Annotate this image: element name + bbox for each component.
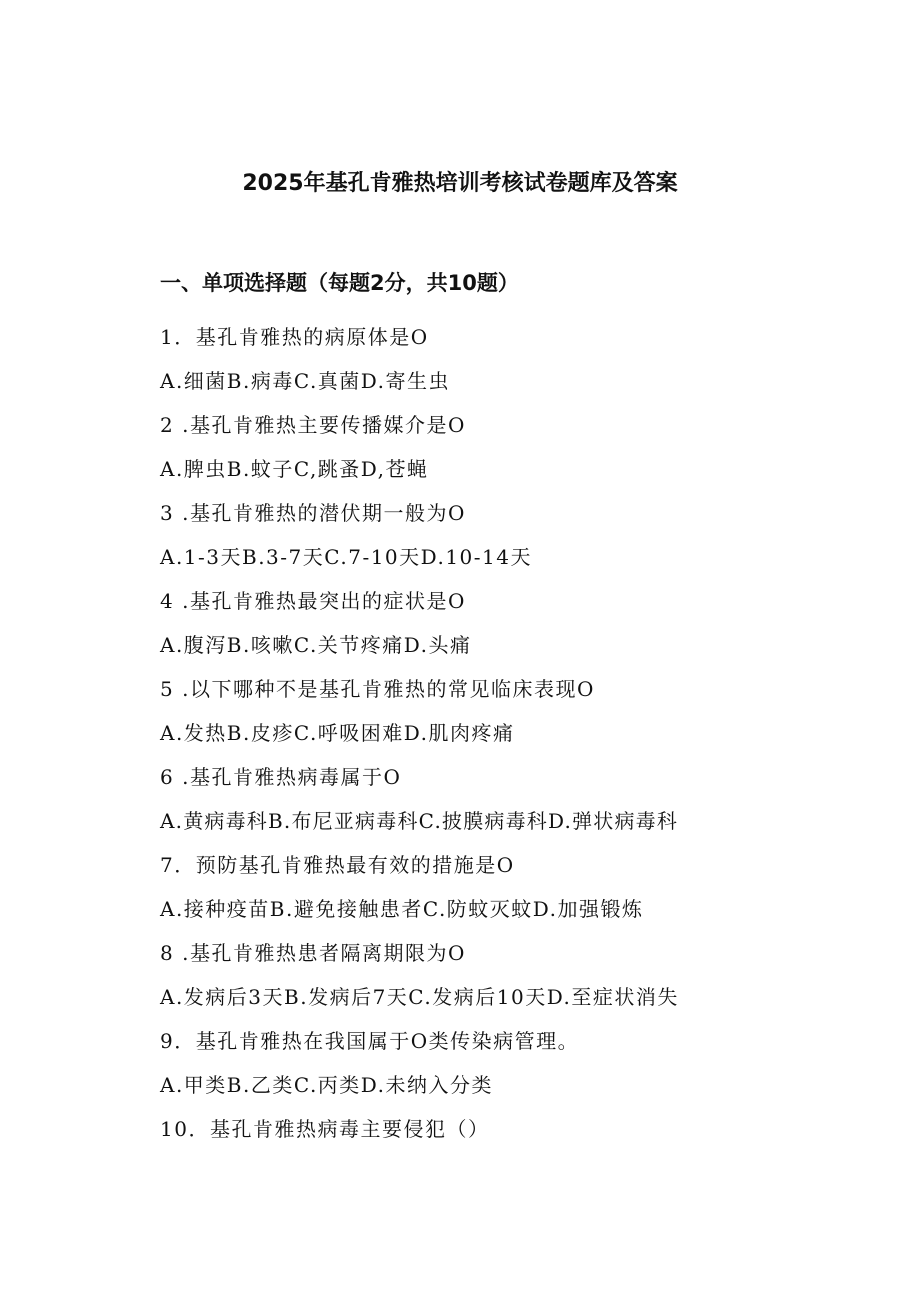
question-9-text: 9．基孔肯雅热在我国属于O类传染病管理。 [160, 1029, 580, 1053]
question-10-text: 10．基孔肯雅热病毒主要侵犯（） [160, 1117, 490, 1141]
question-1-options: A.细菌B.病毒C.真菌D.寄生虫 [160, 369, 450, 393]
question-2-text: 2 .基孔肯雅热主要传播媒介是O [160, 413, 466, 437]
question-4-options: A.腹泻B.咳嗽C.关节疼痛D.头痛 [160, 633, 472, 657]
document-title: 2025年基孔肯雅热培训考核试卷题库及答案 [242, 171, 678, 196]
question-9-options: A.甲类B.乙类C.丙类D.未纳入分类 [160, 1073, 493, 1097]
question-8-options: A.发病后3天B.发病后7天C.发病后10天D.至症状消失 [160, 985, 679, 1009]
question-8-text: 8 .基孔肯雅热患者隔离期限为O [160, 941, 466, 965]
question-4-text: 4 .基孔肯雅热最突出的症状是O [160, 589, 466, 613]
question-7-options: A.接种疫苗B.避免接触患者C.防蚊灭蚊D.加强锻炼 [160, 897, 644, 921]
section-heading: 一、单项选择题（每题2分，共10题） [160, 271, 519, 295]
question-3-options: A.1-3天B.3-7天C.7-10天D.10-14天 [160, 545, 532, 569]
question-2-options: A.脾虫B.蚊子C,跳蚤D,苍蝇 [160, 457, 429, 481]
question-7-text: 7．预防基孔肯雅热最有效的措施是O [160, 853, 515, 877]
question-6-options: A.黄病毒科B.布尼亚病毒科C.披膜病毒科D.弹状病毒科 [160, 809, 679, 833]
question-6-text: 6 .基孔肯雅热病毒属于O [160, 765, 402, 789]
question-5-options: A.发热B.皮疹C.呼吸困难D.肌肉疼痛 [160, 721, 515, 745]
question-5-text: 5 .以下哪种不是基孔肯雅热的常见临床表现O [160, 677, 595, 701]
question-list [160, 315, 705, 1151]
question-3-text: 3 .基孔肯雅热的潜伏期一般为O [160, 501, 466, 525]
question-1-text: 1．基孔肯雅热的病原体是O [160, 325, 429, 349]
